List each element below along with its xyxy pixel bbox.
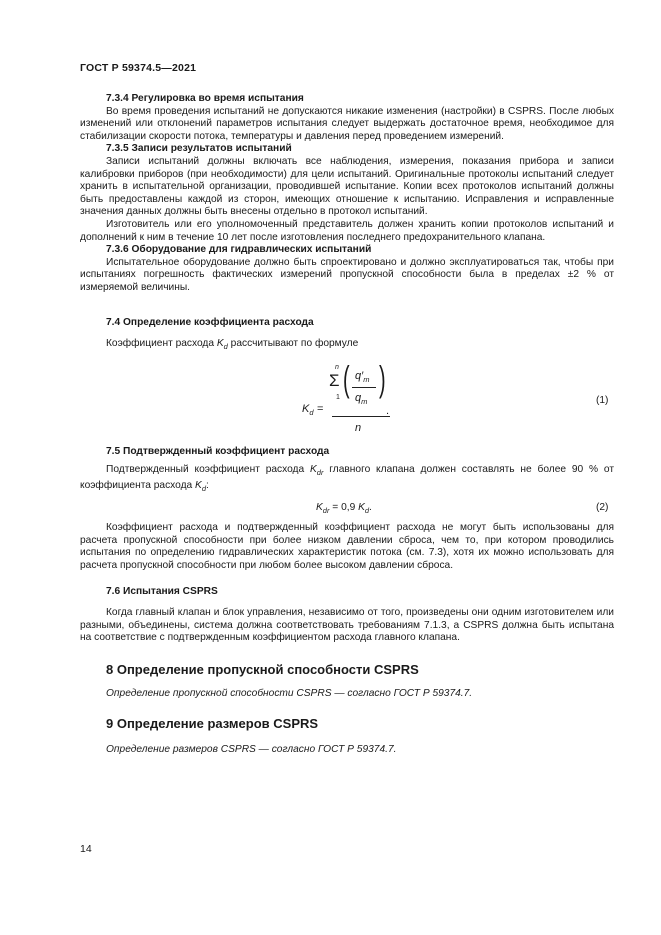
sum-lower-limit: 1 <box>336 394 340 401</box>
text-9: Определение размеров CSPRS — согласно ГОСТ Р 59374.7. <box>106 744 397 755</box>
heading-8: 8 Определение пропускной способности CSPRS <box>106 662 419 677</box>
inner-numerator: $q'_m$ <box>355 370 370 385</box>
para-7-3-4: Во время проведения испытаний не допускаются никакие изменения (настройки) в CSPRS. После любых изменений или отклонений параметров испытания следует выдержать достаточное время, необходимое для стабилизации скорости потока, температуры и давления перед проведением измерений. <box>80 105 614 142</box>
heading-7-5: 7.5 Подтвержденный коэффициент расхода <box>106 446 330 457</box>
document-header: ГОСТ Р 59374.5—2021 <box>80 62 197 74</box>
formula-end: . <box>386 405 390 417</box>
formula-equals: = <box>317 403 324 415</box>
intro-text-b: рассчитывают по формуле <box>227 338 359 349</box>
main-denominator: n <box>355 422 362 434</box>
para-7-3-5-2: Изготовитель или его уполномоченный представитель должен хранить копии протоколов испытаний и дополнений к ним в течение 10 лет после изготовления последнего предохранительного клапана. <box>80 218 614 243</box>
equation-number-2: (2) <box>596 502 609 513</box>
formula-lhs: $K_d$ <box>302 403 314 418</box>
heading-7-6: 7.6 Испытания CSPRS <box>106 586 218 597</box>
sum-upper-limit: n <box>335 364 339 371</box>
heading-9: 9 Определение размеров CSPRS <box>106 716 319 731</box>
heading-7-3-4: 7.3.4 Регулировка во время испытания <box>106 93 304 104</box>
para-7-4 <box>80 338 614 354</box>
heading-7-4: 7.4 Определение коэффициента расхода <box>106 317 314 328</box>
heading-7-3-5: 7.3.5 Записи результатов испытаний <box>106 143 292 155</box>
paren-close: ) <box>379 358 386 399</box>
para-7-3-5-1: Записи испытаний должны включать все наблюдения, измерения, показания прибора и записи калибровки приборов (при необходимости) для цели испытаний. Оригинальные протоколы испытаний следует хранить в испытательной организации, проводившей испытание. Копии всех протоколов испытаний должны быть предоставлены каждой из сторон, имеющих отношение к испытанию. Исправления и исправленные значения данных должны быть внесены отдельно в протокол испытаний. <box>80 155 614 218</box>
kd-subscript: d <box>223 342 228 352</box>
sections-7-3 <box>80 93 614 295</box>
main-fraction-bar <box>332 416 390 417</box>
para-7-5-2: Коэффициент расхода и подтвержденный коэффициент расхода не могут быть использованы для расчета пропускной способности при более низком давлении сброса, чем то, при котором проводились испытания по определению гидравлических характеристик потока (см. 7.3), хотя их можно использовать для расчета пропускной способности при любом более высоком давлении сброса. <box>80 522 614 571</box>
page-number: 14 <box>80 843 92 855</box>
sum-symbol: Σ <box>329 371 340 390</box>
para-7-5-1: Подтвержденный коэффициент расхода $K_{dr}$ главного клапана должен составлять не более 90 % от коэффициента расхода $K_d$: <box>80 464 615 493</box>
text-8: Определение пропускной способности CSPRS — согласно ГОСТ Р 59374.7. <box>106 688 473 699</box>
paren-open: ( <box>343 358 350 399</box>
kd-symbol: K <box>216 338 224 349</box>
heading-7-3-6: 7.3.6 Оборудование для гидравлических испытаний <box>106 244 372 256</box>
inner-denominator: $q_m$ <box>355 392 368 407</box>
equation-number-1: (1) <box>596 395 609 406</box>
para-7-6: Когда главный клапан и блок управления, независимо от того, произведены они одним изготовителем или разными, объединены, система должна соответствовать требованиям 7.1.3, а CSPRS должна быть испытана на соответствие с подтвержденным коэффициентом расхода главного клапана. <box>80 607 614 644</box>
inner-fraction-bar <box>352 387 376 388</box>
formula-2: $K_{dr} = 0,9$ $K_d$. <box>316 502 372 516</box>
para-7-3-6: Испытательное оборудование должно быть спроектировано и должно эксплуатироваться так, чтобы при испытаниях погрешность фактических измерений пропускной способности была в пределах ±2 % от измеряемой величины. <box>80 256 614 293</box>
intro-text-a: Коэффициент расхода <box>106 338 217 349</box>
